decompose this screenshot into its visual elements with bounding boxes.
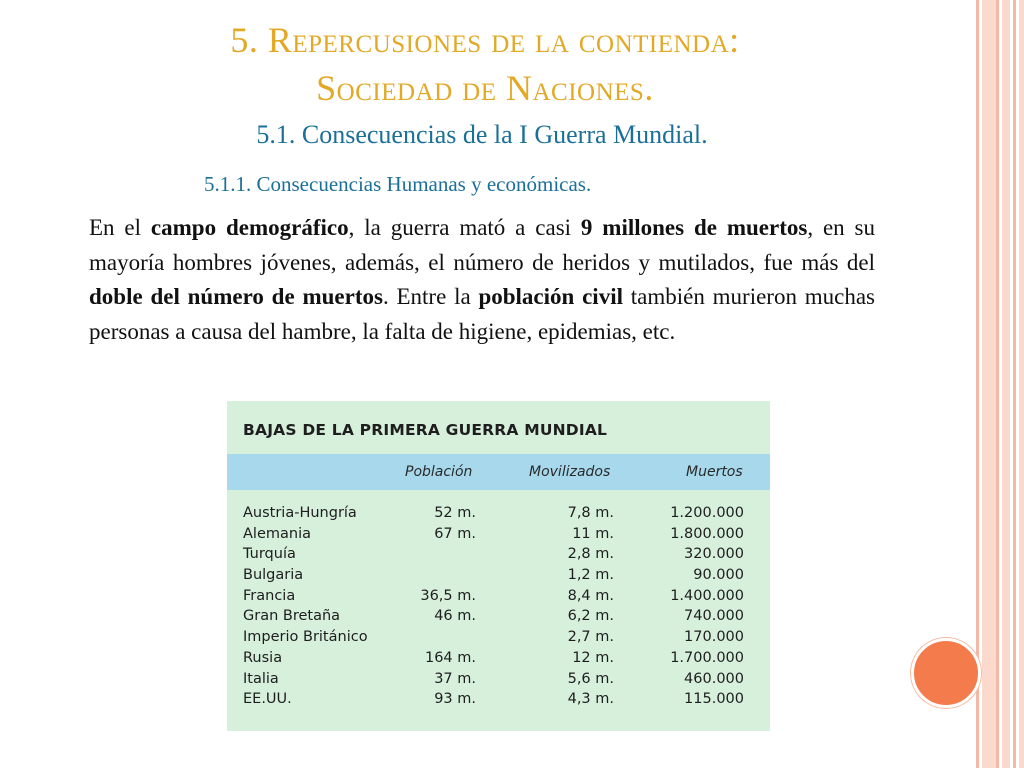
slide-title [60, 16, 910, 112]
cell-pais: Alemania [243, 525, 311, 542]
cell-muertos: 90.000 [693, 567, 744, 584]
cell-poblacion: 46 m. [434, 608, 476, 625]
slide-title-line1: 5. Repercusiones de la contienda: [230, 20, 740, 60]
table-row [227, 546, 770, 567]
cell-movilizados: 2,8 m. [567, 546, 614, 563]
table-row [227, 505, 770, 526]
cell-muertos: 1.800.000 [670, 525, 744, 542]
stripe [1013, 0, 1016, 768]
bold-run: campo demográfico [150, 215, 349, 240]
cell-pais: Gran Bretaña [243, 608, 341, 625]
text-run: también murieron muchas personas a causa del hambre, la falta de higiene, epidemias, etc. [89, 284, 875, 344]
cell-movilizados: 8,4 m. [567, 587, 614, 604]
stripe [1019, 0, 1024, 768]
decorative-stripes [976, 0, 1024, 768]
slide-subsubtitle: 5.1.1. Consecuencias Humanas y económicas. [204, 172, 592, 196]
cell-muertos: 115.000 [684, 691, 744, 708]
cell-pais: Francia [243, 587, 296, 604]
table-row [227, 671, 770, 692]
cell-pais: Imperio Británico [243, 629, 368, 646]
cell-movilizados: 1,2 m. [567, 567, 614, 584]
cell-pais: Rusia [243, 649, 283, 666]
decorative-circle [911, 638, 981, 708]
header-poblacion: Población [405, 464, 473, 480]
cell-muertos: 320.000 [684, 546, 744, 563]
table-row [227, 691, 770, 712]
cell-muertos: 1.200.000 [670, 505, 744, 521]
table-row [227, 567, 770, 588]
cell-movilizados: 12 m. [572, 649, 614, 666]
cell-poblacion: 164 m. [424, 649, 476, 666]
cell-movilizados: 2,7 m. [567, 629, 614, 646]
casualties-table [227, 401, 770, 731]
table-body [227, 505, 770, 712]
text-run: , la guerra mató a casi [348, 215, 581, 240]
stripe [982, 0, 996, 768]
body-paragraph [89, 211, 875, 349]
cell-pais: EE.UU. [243, 691, 292, 708]
slide-subtitle: 5.1. Consecuencias de la I Guerra Mundial. [256, 120, 708, 149]
cell-muertos: 1.700.000 [670, 649, 744, 666]
cell-muertos: 170.000 [684, 629, 744, 646]
cell-poblacion: 37 m. [434, 670, 476, 687]
cell-muertos: 1.400.000 [670, 587, 744, 604]
table-row [227, 608, 770, 629]
text-run: En el [89, 215, 151, 240]
header-muertos: Muertos [686, 464, 743, 480]
text-run: . Entre la [382, 284, 479, 309]
slide-title-line2: Sociedad de Naciones. [316, 68, 654, 108]
stripe [996, 0, 999, 768]
cell-poblacion: 67 m. [434, 525, 476, 542]
header-movilizados: Movilizados [529, 464, 611, 480]
stripe [976, 0, 979, 768]
table-row [227, 588, 770, 609]
cell-movilizados: 4,3 m. [567, 691, 614, 708]
cell-pais: Turquía [243, 546, 296, 563]
bold-run: 9 millones de muertos [580, 215, 808, 240]
cell-poblacion: 93 m. [434, 691, 476, 708]
cell-muertos: 740.000 [684, 608, 744, 625]
cell-movilizados: 11 m. [572, 525, 614, 542]
cell-poblacion: 52 m. [434, 505, 476, 521]
stripe [1002, 0, 1010, 768]
table-row [227, 629, 770, 650]
bold-run: población civil [478, 284, 623, 309]
cell-pais: Austria-Hungría [243, 505, 357, 521]
cell-pais: Italia [243, 670, 279, 687]
cell-pais: Bulgaria [243, 567, 304, 584]
cell-movilizados: 7,8 m. [567, 505, 614, 521]
cell-movilizados: 5,6 m. [567, 670, 614, 687]
table-title: BAJAS DE LA PRIMERA GUERRA MUNDIAL [243, 421, 608, 439]
table-row [227, 650, 770, 671]
table-row [227, 526, 770, 547]
bold-run: doble del número de muertos [89, 284, 383, 309]
cell-poblacion: 36,5 m. [420, 587, 476, 604]
cell-muertos: 460.000 [684, 670, 744, 687]
cell-movilizados: 6,2 m. [567, 608, 614, 625]
text-run: , en su mayoría hombres jóvenes, además, el número de heridos y mutilados, fue más del [89, 215, 875, 275]
